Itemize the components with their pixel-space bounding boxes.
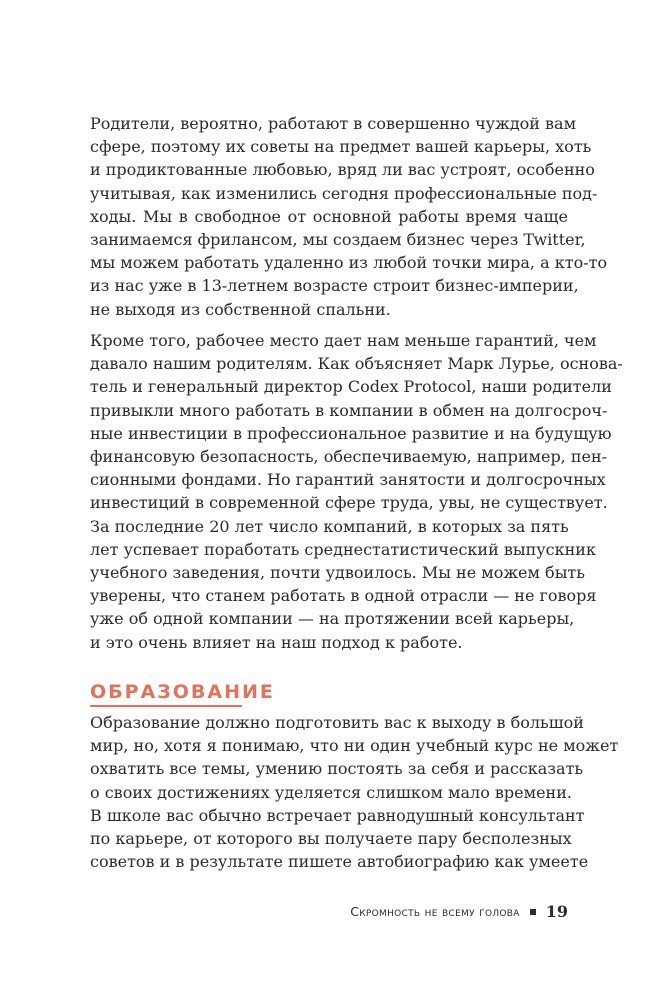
square-bullet-icon xyxy=(530,909,536,915)
text-line: тель и генеральный директор Codex Protocol, наши родители xyxy=(90,377,612,397)
text-line: учитывая, как изменились сегодня профессиональные под- xyxy=(90,183,598,203)
text-line: о своих достижениях уделяется слишком мало времени. xyxy=(90,782,572,802)
text-line: мир, но, хотя я понимаю, что ни один учебный курс не может xyxy=(90,736,619,756)
text-line: За последние 20 лет число компаний, в которых за пять xyxy=(90,516,569,536)
text-line: лет успевает поработать среднестатистический выпускник xyxy=(90,539,596,559)
text-line: давало нашим родителям. Как объясняет Марк Лурье, основа- xyxy=(90,354,623,374)
text-line: Кроме того, рабочее место дает нам меньше гарантий, чем xyxy=(90,331,597,350)
text-line: ные инвестиции в профессиональное развитие и на будущую xyxy=(90,423,612,443)
page-number: 19 xyxy=(545,902,568,921)
text-line: финансовую безопасность, обеспечиваемую, например, пен- xyxy=(90,447,608,467)
heading-underline xyxy=(90,705,242,707)
text-line: занимаемся фрилансом, мы создаем бизнес через Twitter, xyxy=(90,230,586,250)
text-line: учебного заведения, почти удвоилось. Мы не можем быть xyxy=(90,563,585,583)
text-line: и это очень влияет на наш подход к работе. xyxy=(90,632,463,652)
text-line: уверены, что станем работать в одной отрасли — не говоря xyxy=(90,586,597,606)
text-line: советов и в результате пишете автобиографию как умеете xyxy=(90,852,589,872)
text-line: ходы. Мы в свободное от основной работы время чаще xyxy=(90,206,568,226)
text-line: привыкли много работать в компании в обмен на долгосроч- xyxy=(90,400,608,420)
text-line: охватить все темы, умению постоять за себя и рассказать xyxy=(90,759,584,779)
text-line: из нас уже в 13-летнем возрасте строит бизнес-империи, xyxy=(90,276,579,296)
text-line: не выходя из собственной спальни. xyxy=(90,299,391,319)
paragraph-education xyxy=(90,711,619,873)
section-heading: ОБРАЗОВАНИЕ xyxy=(90,681,275,703)
text-line: мы можем работать удаленно из любой точки мира, а кто-то xyxy=(90,253,608,273)
text-line: Образование должно подготовить вас к выходу в большой xyxy=(90,713,584,732)
text-line: по карьере, от которого вы получаете пару бесполезных xyxy=(90,829,572,849)
running-title: Скромность не всему голова xyxy=(350,904,520,919)
text-line: сфере, поэтому их советы на предмет вашей карьеры, хоть xyxy=(90,137,592,157)
text-line: уже об одной компании — на протяжении всей карьеры, xyxy=(90,609,575,629)
text-line: Родители, вероятно, работают в совершенно чуждой вам xyxy=(90,114,577,133)
paragraph-workplace xyxy=(90,329,623,654)
text-line: инвестиций в современной сфере труда, увы, не существует. xyxy=(90,493,608,513)
text-line: и продиктованные любовью, вряд ли вас устроят, особенно xyxy=(90,160,595,180)
page-footer xyxy=(350,902,568,921)
text-line: В школе вас обычно встречает равнодушный консультант xyxy=(90,805,585,825)
text-line: сионными фондами. Но гарантий занятости и долгосрочных xyxy=(90,470,606,490)
paragraph-parents xyxy=(90,112,608,321)
